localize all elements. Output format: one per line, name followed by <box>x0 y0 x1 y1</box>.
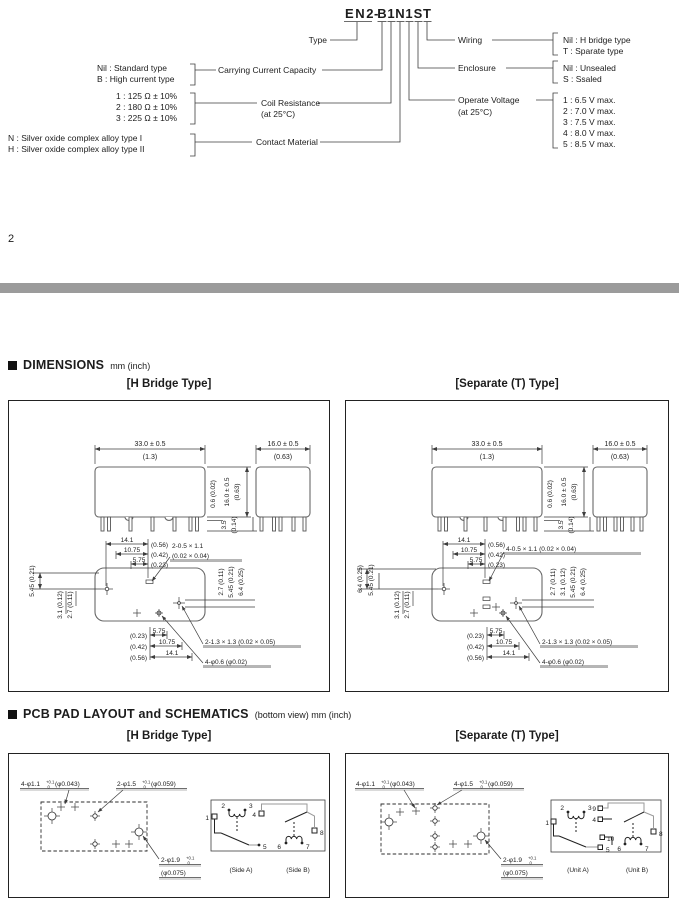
left-rot-3: 2.7 (0.11) <box>404 591 411 619</box>
top-in-1: (0.42) <box>151 552 168 559</box>
bottom-view <box>357 537 641 668</box>
dim-standoff: 0.6 (0.02) <box>210 480 217 508</box>
schematic-wires <box>551 803 656 850</box>
bot-in-1: (0.42) <box>467 644 484 651</box>
dim-h-header: [H Bridge Type] <box>126 378 212 390</box>
hole1-tol-top: +0.1 <box>381 779 390 785</box>
hole3-tol-top: +0.1 <box>528 855 537 861</box>
contact-value-1: H : Silver oxide complex alloy type II <box>8 144 145 154</box>
pin-8: 8 <box>320 830 324 837</box>
pcb-t-box <box>345 753 669 898</box>
callout1: 4-0.5 × 1.1 (0.02 × 0.04) <box>506 546 577 553</box>
operate-value-2: 3 : 7.5 V max. <box>563 117 616 127</box>
dim-h-drawing <box>9 401 329 691</box>
callout1a: 2-0.5 × 1.1 <box>172 543 204 550</box>
operate-sublabel: (at 25°C) <box>458 107 493 117</box>
pin-8: 8 <box>659 831 663 838</box>
front-view <box>432 441 542 531</box>
side-a-label: (Side A) <box>229 867 253 874</box>
operate-value-0: 1 : 6.5 V max. <box>563 95 616 105</box>
left-rot-0: 6.4 (0.25) <box>357 565 364 593</box>
bot-in-0: (0.23) <box>467 633 484 640</box>
front-pins <box>438 517 537 531</box>
side-pins <box>260 517 306 531</box>
operate-value-1: 2 : 7.0 V max. <box>563 106 616 116</box>
callout-lines <box>190 22 558 156</box>
dim-height-in: (0.63) <box>571 483 578 501</box>
left-rot-2: 2.7 (0.11) <box>67 591 74 619</box>
callout1b: (0.02 × 0.04) <box>172 553 210 560</box>
hole2-label: 2-φ1.5 <box>117 781 137 788</box>
dim-side-width: 16.0 ± 0.5 <box>604 441 636 448</box>
hole1-tol-top: +0.1 <box>46 779 55 785</box>
pin-7: 7 <box>645 846 649 853</box>
coil-value-1: 2 : 180 Ω ± 10% <box>116 102 178 112</box>
bot-mm-2: 14.1 <box>502 650 516 657</box>
hole-label-3 <box>143 836 201 879</box>
pin-4: 4 <box>252 812 256 819</box>
hole3-tol-top: +0.1 <box>186 855 195 861</box>
dim-h-box <box>8 400 330 692</box>
wiring-label: Wiring <box>458 35 483 45</box>
code-group-s: S <box>413 6 423 21</box>
dim-standoff: 0.6 (0.02) <box>547 480 554 508</box>
dim-front-width: 33.0 ± 0.5 <box>134 441 166 448</box>
pcb-t-header: [Separate (T) Type] <box>455 730 559 742</box>
pin-1: 1 <box>205 815 209 822</box>
side-view <box>256 441 310 531</box>
right-rot-1: 5.45 (0.21) <box>228 566 235 598</box>
pads <box>44 803 147 849</box>
coil-value-0: 1 : 125 Ω ± 10% <box>116 91 178 101</box>
dim-pin-len-in: (0.14) <box>231 516 238 534</box>
carrying-value-0: Nil : Standard type <box>97 63 167 73</box>
hole2-label: 4-φ1.5 <box>454 781 474 788</box>
carrying-value-1: B : High current type <box>97 74 175 84</box>
dim-front-width-in: (1.3) <box>142 454 158 461</box>
hole-label-3 <box>485 840 543 879</box>
hole1-label: 4-φ1.1 <box>356 781 376 788</box>
right-rot-2: 5.45 (0.21) <box>570 566 577 598</box>
hole2-tol-top: +0.1 <box>142 779 151 785</box>
part-number-code <box>344 6 432 22</box>
pin-2: 2 <box>560 805 564 812</box>
dim-pin-len: 3.5 <box>558 520 565 530</box>
pin-6: 6 <box>617 846 621 853</box>
code-group-1b: 1 <box>405 6 413 21</box>
schematic <box>545 800 663 874</box>
code-group-en2: EN2 <box>345 6 376 21</box>
enclosure-label: Enclosure <box>458 63 496 73</box>
dim-side-width-in: (0.63) <box>610 454 630 461</box>
bot-in-2: (0.56) <box>467 655 484 662</box>
hole-label-2 <box>98 780 187 813</box>
top-mm-0: 14.1 <box>120 537 134 544</box>
pcb-header <box>8 707 351 721</box>
coil-sublabel: (at 25°C) <box>261 109 296 119</box>
operate-value-4: 5 : 8.5 V max. <box>563 139 616 149</box>
pcb-title: PCB PAD LAYOUT and SCHEMATICS <box>23 707 249 721</box>
callout3: 4-φ0.6 (φ0.02) <box>205 659 248 666</box>
right-rot-2: 6.4 (0.25) <box>238 568 245 596</box>
pin-10: 10 <box>607 836 615 843</box>
dim-front-width-in: (1.3) <box>479 454 495 461</box>
coil-label: Coil Resistance <box>261 98 321 108</box>
bot-in-1: (0.42) <box>130 644 147 651</box>
callout2: 2-1.3 × 1.3 (0.02 × 0.05) <box>542 639 613 646</box>
schematic-wires <box>212 804 317 846</box>
pin-7: 7 <box>306 844 310 851</box>
top-mm-2: 5.75 <box>132 557 146 564</box>
bot-mm-1: 10.75 <box>495 639 513 646</box>
hole-label-2 <box>437 780 524 806</box>
vertical-dims <box>207 467 257 533</box>
hole3-tol-bot: 0 <box>529 860 532 866</box>
part-number-diagram <box>0 0 679 175</box>
hole2-tol-bot: 0 <box>480 784 483 790</box>
top-in-0: (0.56) <box>151 542 168 549</box>
dim-pin-len: 3.5 <box>221 520 228 530</box>
top-mm-2: 5.75 <box>469 557 483 564</box>
enclosure-value-1: S : Ssaled <box>563 74 602 84</box>
top-mm-0: 14.1 <box>457 537 471 544</box>
pin-5: 5 <box>606 847 610 854</box>
pin-1: 1 <box>545 820 549 827</box>
left-rot-2: 3.1 (0.12) <box>394 591 401 619</box>
unit-a-label: (Unit A) <box>567 867 589 874</box>
carrying-label: Carrying Current Capacity <box>218 65 317 75</box>
pin-4: 4 <box>592 817 596 824</box>
side-view <box>593 441 647 531</box>
wiring-value-0: Nil : H bridge type <box>563 35 631 45</box>
left-callouts <box>8 35 327 154</box>
dimensions-header <box>8 358 150 372</box>
pin-3: 3 <box>588 805 592 812</box>
right-rot-3: 6.4 (0.25) <box>580 568 587 596</box>
hole2-tol-bot: 0 <box>143 784 146 790</box>
hole3-label: 2-φ1.9 <box>503 857 523 864</box>
code-group-t: T <box>423 6 431 21</box>
section-square-icon <box>8 361 17 370</box>
top-in-1: (0.42) <box>488 552 505 559</box>
side-b-label: (Side B) <box>286 867 310 874</box>
dim-height: 16.0 ± 0.5 <box>561 477 568 507</box>
left-rot-1: 3.1 (0.12) <box>57 591 64 619</box>
dim-t-drawing <box>346 401 668 691</box>
section-divider-bar <box>0 283 679 293</box>
page-number: 2 <box>8 233 15 245</box>
dim-side-width-in: (0.63) <box>273 454 293 461</box>
dim-t-header: [Separate (T) Type] <box>455 378 559 390</box>
front-view <box>95 441 205 531</box>
hole2-inch: (φ0.059) <box>151 781 176 788</box>
right-rot-0: 2.7 (0.11) <box>218 568 225 596</box>
right-rot-1: 3.1 (0.12) <box>560 568 567 596</box>
bot-mm-0: 5.75 <box>489 628 503 635</box>
pin-6: 6 <box>277 844 281 851</box>
dim-side-width: 16.0 ± 0.5 <box>267 441 299 448</box>
right-rot-0: 2.7 (0.11) <box>550 568 557 596</box>
operate-value-3: 4 : 8.0 V max. <box>563 128 616 138</box>
enclosure-value-0: Nil : Unsealed <box>563 63 616 73</box>
top-in-2: (0.23) <box>151 562 168 569</box>
dim-t-box <box>345 400 669 692</box>
bottom-view <box>29 537 301 668</box>
pads <box>381 803 489 852</box>
coil-value-2: 3 : 225 Ω ± 10% <box>116 113 178 123</box>
hole3-inch: (φ0.075) <box>161 870 186 877</box>
hole2-inch: (φ0.059) <box>488 781 513 788</box>
unit-b-label: (Unit B) <box>625 867 649 874</box>
bot-mm-0: 5.75 <box>152 628 166 635</box>
dim-height-in: (0.63) <box>234 483 241 501</box>
dimensions-title: DIMENSIONS <box>23 358 105 372</box>
pcb-subtitle: (bottom view) mm (inch) <box>254 710 352 720</box>
pin-9: 9 <box>592 806 596 813</box>
hole3-label: 2-φ1.9 <box>161 857 181 864</box>
schematic <box>205 800 325 874</box>
hole1-label: 4-φ1.1 <box>21 781 41 788</box>
pin-3: 3 <box>249 803 253 810</box>
dim-height: 16.0 ± 0.5 <box>224 477 231 507</box>
section-square-icon <box>8 710 17 719</box>
dim-front-width: 33.0 ± 0.5 <box>471 441 503 448</box>
hole1-tol-bot: 0 <box>382 784 385 790</box>
top-in-0: (0.56) <box>488 542 505 549</box>
dimensions-unit: mm (inch) <box>110 361 151 371</box>
operate-label: Operate Voltage <box>458 95 520 105</box>
bot-mm-1: 10.75 <box>158 639 176 646</box>
right-callouts <box>458 35 631 149</box>
schematic-pin-numbers <box>205 803 324 851</box>
hole1-inch: (φ0.043) <box>55 781 80 788</box>
wiring-value-1: T : Sparate type <box>563 46 624 56</box>
hole-label-1 <box>20 780 89 805</box>
hole2-tol-top: +0.1 <box>479 779 488 785</box>
bot-in-0: (0.23) <box>130 633 147 640</box>
callout3: 4-φ0.6 (φ0.02) <box>542 659 585 666</box>
front-pins <box>101 517 199 531</box>
top-in-2: (0.23) <box>488 562 505 569</box>
code-group-b: B <box>377 6 387 21</box>
side-pins <box>597 517 643 531</box>
code-group-n: N <box>395 6 405 21</box>
pcb-h-drawing <box>9 754 329 897</box>
callout2: 2-1.3 × 1.3 (0.02 × 0.05) <box>205 639 276 646</box>
hole1-tol-bot: 0 <box>47 784 50 790</box>
vertical-dims <box>544 467 594 533</box>
hole1-inch: (φ0.043) <box>390 781 415 788</box>
top-mm-1: 10.75 <box>123 547 141 554</box>
left-rot-1: 5.45 (0.21) <box>368 564 375 596</box>
type-label: Type <box>308 35 327 45</box>
hole3-inch: (φ0.075) <box>503 870 528 877</box>
pcb-h-header: [H Bridge Type] <box>126 730 212 742</box>
dim-pin-len-in: (0.14) <box>568 516 575 534</box>
left-rot-0: 5.45 (0.21) <box>29 565 36 597</box>
hole3-tol-bot: 0 <box>187 860 190 866</box>
pcb-t-drawing <box>346 754 668 897</box>
code-group-1a: 1 <box>387 6 395 21</box>
pcb-h-box <box>8 753 330 898</box>
code-group-dash: - <box>374 6 379 21</box>
bot-mm-2: 14.1 <box>165 650 179 657</box>
contact-label: Contact Material <box>256 137 318 147</box>
top-mm-1: 10.75 <box>460 547 478 554</box>
bot-in-2: (0.56) <box>130 655 147 662</box>
pin-2: 2 <box>221 803 225 810</box>
pin-5: 5 <box>263 844 267 851</box>
contact-value-0: N : Silver oxide complex alloy type I <box>8 133 143 143</box>
